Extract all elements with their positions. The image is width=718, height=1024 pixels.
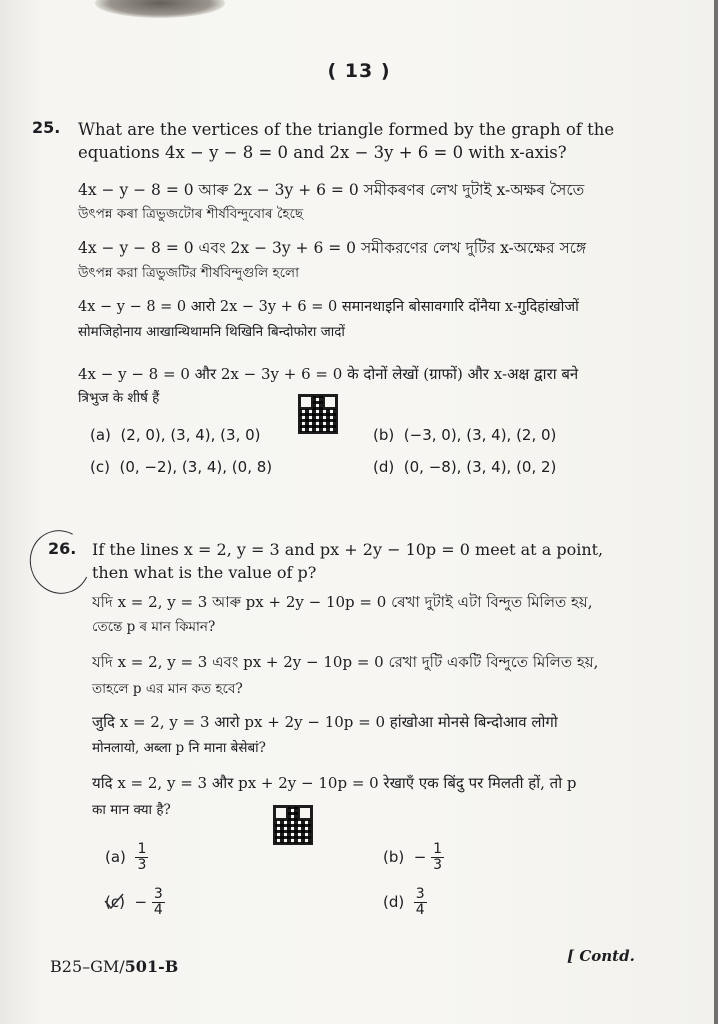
q25-assamese-line-1: 4x − y − 8 = 0 আৰু 2x − 3y + 6 = 0 সমীকৰণৰ লেখ দুটাই x-অক্ষৰ সৈতে — [78, 181, 585, 199]
q26-option-a-fraction — [135, 842, 148, 873]
q26-option-d-denominator: 4 — [415, 902, 425, 918]
q26-option-c-label: (c) — [105, 893, 125, 911]
question-26-number: 26. — [48, 539, 77, 558]
q25-option-b — [373, 426, 556, 444]
page-number: ( 13 ) — [327, 60, 391, 82]
q25-option-a-label: (a) — [90, 426, 111, 444]
q26-option-b-label: (b) — [383, 848, 405, 866]
q25-option-a-text: (2, 0), (3, 4), (3, 0) — [120, 426, 261, 444]
q26-option-b-sign: − — [413, 848, 427, 866]
qr-code-icon — [273, 805, 313, 845]
paper-code-suffix: 501-B — [124, 957, 179, 976]
q26-option-a-label: (a) — [105, 848, 126, 866]
q26-option-b-numerator: 1 — [433, 841, 443, 857]
q26-option-d — [383, 887, 427, 918]
page-edge — [714, 0, 718, 1024]
q25-option-d — [373, 458, 556, 476]
q25-option-c-text: (0, −2), (3, 4), (0, 8) — [119, 458, 273, 476]
q26-option-d-fraction — [414, 887, 427, 918]
paper-code — [50, 957, 178, 976]
q26-option-c-denominator: 4 — [153, 902, 163, 918]
q26-option-a-numerator: 1 — [137, 841, 147, 857]
q25-bengali-line-1: 4x − y − 8 = 0 এবং 2x − 3y + 6 = 0 সমীকরণের লেখ দুটির x-অক্ষের সঙ্গে — [78, 239, 587, 257]
q25-option-d-text: (0, −8), (3, 4), (0, 2) — [403, 458, 557, 476]
q25-option-d-label: (d) — [373, 458, 395, 476]
q26-english-line-2: then what is the value of p? — [92, 563, 317, 582]
q26-option-b-denominator: 3 — [433, 857, 443, 873]
q26-option-b-fraction — [431, 842, 444, 873]
q25-bodo-line-2: सोमजिहोनाय आखान्थिथामनि थिखिनि बिन्दोफोरा जादों — [78, 324, 345, 340]
q26-option-c-sign: − — [134, 893, 148, 911]
q26-option-a-denominator: 3 — [137, 857, 147, 873]
q26-option-b — [383, 842, 444, 873]
paper-code-prefix: B25–GM/ — [50, 957, 125, 976]
q26-bengali-line-1: যদি x = 2, y = 3 এবং px + 2y − 10p = 0 রেখা দুটি একটি বিন্দুতে মিলিত হয়, — [92, 653, 599, 671]
q25-hindi-line-2: त्रिभुज के शीर्ष हैं — [78, 390, 160, 406]
q26-bodo-line-1: जुदि x = 2, y = 3 आरो px + 2y − 10p = 0 हांखोआ मोनसे बिन्दोआव लोगो — [92, 713, 558, 731]
q26-option-a — [105, 842, 148, 873]
q26-hindi-line-2: का मान क्या है? — [92, 802, 171, 818]
q26-assamese-line-2: তেন্তে p ৰ মান কিমান? — [92, 619, 216, 635]
qr-code-icon — [298, 394, 338, 434]
q25-assamese-line-2: উৎপন্ন কৰা ত্ৰিভুজটোৰ শীৰ্ষবিন্দুবোৰ হৈছে — [78, 206, 304, 222]
q26-option-d-numerator: 3 — [415, 886, 425, 902]
q26-bengali-line-2: তাহলে p এর মান কত হবে? — [92, 681, 243, 697]
q25-hindi-line-1: 4x − y − 8 = 0 और 2x − 3y + 6 = 0 के दोनों लेखों (ग्राफों) और x-अक्ष द्वारा बने — [78, 365, 579, 383]
q25-english-line-1: What are the vertices of the triangle formed by the graph of the — [78, 120, 615, 139]
q25-option-c — [90, 458, 272, 476]
q26-assamese-line-1: যদি x = 2, y = 3 আৰু px + 2y − 10p = 0 ৰেখা দুটাই এটা বিন্দুত মিলিত হয়, — [92, 593, 593, 611]
q25-option-a — [90, 426, 261, 444]
question-25-number: 25. — [32, 118, 61, 137]
q25-option-c-label: (c) — [90, 458, 110, 476]
q26-hindi-line-1: यदि x = 2, y = 3 और px + 2y − 10p = 0 रेखाएँ एक बिंदु पर मिलती हों, तो p — [92, 774, 577, 792]
q25-bengali-line-2: উৎপন্ন করা ত্রিভুজটির শীর্ষবিন্দুগুলি হলো — [78, 265, 299, 281]
q25-bodo-line-1: 4x − y − 8 = 0 आरो 2x − 3y + 6 = 0 समानथाइनि बोसावगारि दोंनैया x-गुदिहांखोजों — [78, 299, 579, 315]
q26-option-c-fraction — [152, 887, 165, 918]
q26-english-line-1: If the lines x = 2, y = 3 and px + 2y − 10p = 0 meet at a point, — [92, 540, 604, 559]
q25-option-b-text: (−3, 0), (3, 4), (2, 0) — [403, 426, 557, 444]
q26-option-d-label: (d) — [383, 893, 405, 911]
q26-bodo-line-2: मोनलायो, अब्ला p नि माना बेसेबां? — [92, 740, 266, 756]
q26-option-c-numerator: 3 — [153, 886, 163, 902]
continued-label: [ Contd. — [567, 947, 635, 965]
q25-english-line-2: equations 4x − y − 8 = 0 and 2x − 3y + 6 = 0 with x-axis? — [78, 143, 567, 162]
handwritten-tick-icon — [103, 892, 125, 910]
q25-option-b-label: (b) — [373, 426, 395, 444]
